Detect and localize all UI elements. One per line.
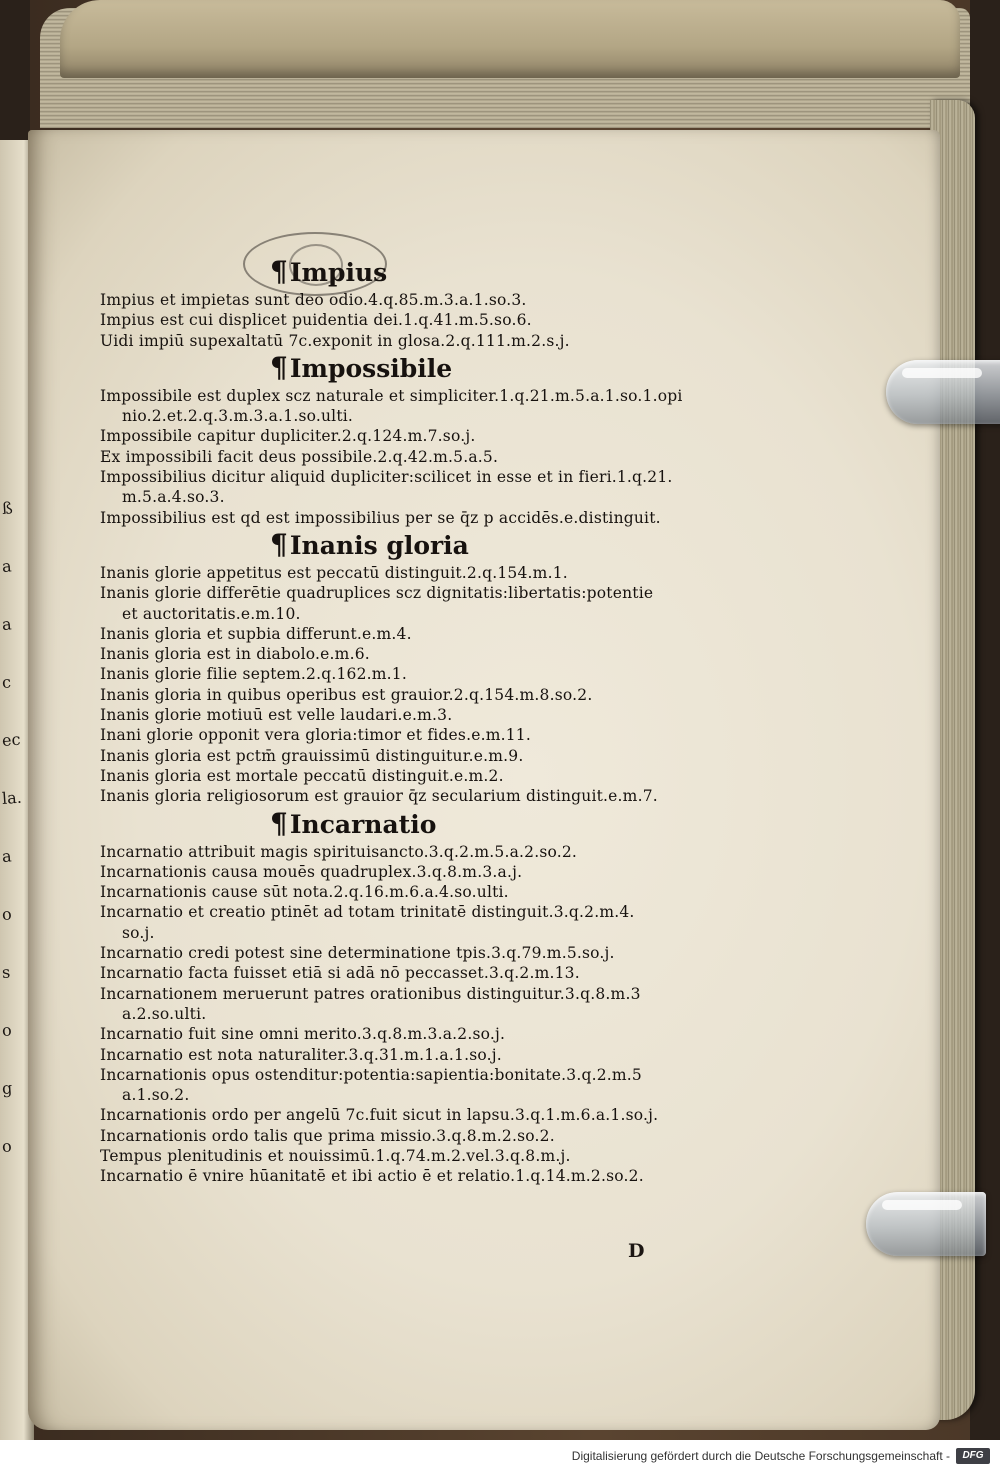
signature-mark: D: [628, 1240, 645, 1262]
index-entry-line: Uidi impiū supexaltatū 7c.exponit in glosa.2.q.111.m.2.s.j.: [100, 331, 570, 350]
left-page-fragment: a: [1, 846, 13, 866]
index-entry-line: Impossibilius est qd est impossibilius per se q̄z p accidēs.e.distinguit.: [100, 508, 661, 527]
section-heading-text: Incarnatio: [289, 809, 437, 839]
page-clamp-lower: [866, 1192, 986, 1256]
index-entry: [100, 563, 720, 583]
left-page-fragment: o: [1, 904, 13, 924]
page-clamp-upper: [886, 360, 1000, 424]
index-entry-line: Incarnatio ē vnire hūanitatē et ibi actio ē et relatio.1.q.14.m.2.so.2.: [100, 1167, 644, 1186]
index-entry: [100, 1105, 720, 1125]
index-entry: [100, 882, 720, 902]
index-entry: [100, 685, 720, 705]
section-heading-text: Inanis gloria: [289, 530, 469, 560]
left-page-fragment: a: [1, 614, 13, 634]
index-entry-line: Inanis gloria et supbia differunt.e.m.4.: [100, 624, 412, 643]
left-page-fragment: ß: [1, 498, 14, 518]
index-entry: [100, 725, 720, 745]
index-entry: [100, 467, 720, 508]
pilcrow-mark: ¶: [270, 350, 288, 384]
left-page-fragment: g: [1, 1078, 13, 1098]
index-entry: [100, 1024, 720, 1044]
pilcrow-mark: ¶: [270, 527, 288, 561]
index-entry-continuation: so.j.: [122, 923, 155, 942]
index-entry: [100, 746, 720, 766]
index-entry-line: Impossibilius dicitur aliquid dupliciter:scilicet in esse et in fieri.1.q.21.: [100, 468, 673, 487]
left-page-fragment: s: [1, 962, 11, 982]
footer-bar: [0, 1440, 1000, 1473]
index-entry: [100, 963, 720, 983]
index-entry-line: Incarnatio attribuit magis spirituisancto.3.q.2.m.5.a.2.so.2.: [100, 842, 578, 861]
index-entry-continuation: nio.2.et.2.q.3.m.3.a.1.so.ulti.: [122, 407, 354, 426]
index-entry-line: Incarnationis ordo per angelū 7c.fuit sicut in lapsu.3.q.1.m.6.a.1.so.j.: [100, 1106, 659, 1125]
index-entry-line: Incarnatio fuit sine omni merito.3.q.8.m.3.a.2.so.j.: [100, 1025, 506, 1044]
index-entry: [100, 310, 720, 330]
index-entry: [100, 508, 720, 528]
index-entry-line: Inanis gloria in quibus operibus est grauior.2.q.154.m.8.so.2.: [100, 685, 593, 704]
section-heading: [100, 806, 720, 840]
section-heading-text: Impossibile: [289, 353, 453, 383]
section-heading-text: Impius: [289, 258, 388, 287]
index-entry-continuation: a.2.so.ulti.: [122, 1004, 207, 1023]
pilcrow-mark: ¶: [270, 255, 288, 288]
left-page-fragment: la.: [1, 787, 23, 808]
index-entry: [100, 664, 720, 684]
index-entry: [100, 644, 720, 664]
index-entry-line: Impius et impietas sunt deo odio.4.q.85.m.3.a.1.so.3.: [100, 291, 527, 309]
index-entry: [100, 902, 720, 943]
index-entry: [100, 386, 720, 427]
section-heading: [100, 257, 720, 288]
left-page-fragment: c: [1, 672, 12, 692]
book-spine-cover: [60, 0, 960, 78]
index-entry-line: Inanis glorie filie septem.2.q.162.m.1.: [100, 665, 407, 684]
index-entry: [100, 583, 720, 624]
left-page-fragment: a: [1, 556, 13, 576]
dfg-logo: DFG: [956, 1448, 990, 1464]
index-entry-line: Inanis gloria est in diabolo.e.m.6.: [100, 645, 370, 664]
index-entry-line: Tempus plenitudinis et nouissimū.1.q.74.m.2.vel.3.q.8.m.j.: [100, 1146, 571, 1165]
index-entry: [100, 842, 720, 862]
index-entry: [100, 1126, 720, 1146]
index-entry: [100, 766, 720, 786]
index-entry-line: Impossibile capitur dupliciter.2.q.124.m.7.so.j.: [100, 427, 476, 446]
index-entry: [100, 1045, 720, 1065]
index-entry-line: Inanis glorie motiuū est velle laudari.e.m.3.: [100, 706, 453, 725]
index-entry-line: Inanis gloria est pctm̄ grauissimū distinguitur.e.m.9.: [100, 746, 524, 765]
index-entry-line: Incarnatio et creatio ptinēt ad totam trinitatē distinguit.3.q.2.m.4.: [100, 903, 635, 922]
index-entry-continuation: m.5.a.4.so.3.: [122, 488, 225, 507]
left-page-fragment: ec: [1, 729, 22, 750]
index-entry-line: Incarnatio facta fuisset etiā si adā nō peccasset.3.q.2.m.13.: [100, 964, 580, 983]
index-entry: [100, 943, 720, 963]
index-entry: [100, 1166, 720, 1186]
index-entry-line: Ex impossibili facit deus possibile.2.q.42.m.5.a.5.: [100, 447, 499, 466]
index-entry: [100, 984, 720, 1025]
index-entry-line: Incarnatio est nota naturaliter.3.q.31.m.1.a.1.so.j.: [100, 1045, 502, 1064]
index-entry-line: Inanis gloria est mortale peccatū distinguit.e.m.2.: [100, 766, 504, 785]
index-entry-line: Inani glorie opponit vera gloria:timor et fides.e.m.11.: [100, 726, 531, 745]
footer-credit: Digitalisierung gefördert durch die Deutsche Forschungsgemeinschaft -: [571, 1449, 950, 1463]
index-entry: [100, 705, 720, 725]
index-entry: [100, 1065, 720, 1106]
index-entry-line: Inanis glorie appetitus est peccatū distinguit.2.q.154.m.1.: [100, 563, 568, 582]
index-entry: [100, 426, 720, 446]
index-entry: [100, 624, 720, 644]
index-entry: [100, 290, 720, 310]
index-entry-line: Incarnationis ordo talis que prima missio.3.q.8.m.2.so.2.: [100, 1126, 555, 1145]
index-entry-continuation: et auctoritatis.e.m.10.: [122, 604, 301, 623]
index-entry-continuation: a.1.so.2.: [122, 1086, 190, 1105]
pilcrow-mark: ¶: [270, 806, 288, 840]
index-entry-line: Incarnationis cause sūt nota.2.q.16.m.6.a.4.so.ulti.: [100, 883, 509, 902]
index-entry: [100, 786, 720, 806]
left-page-text-fragments: [2, 500, 30, 1196]
index-entry: [100, 331, 720, 351]
index-entry: [100, 1146, 720, 1166]
index-entry-line: Impossibile est duplex scz naturale et simpliciter.1.q.21.m.5.a.1.so.1.opi: [100, 386, 683, 405]
index-entry-line: Inanis gloria religiosorum est grauior q̄z secularium distinguit.e.m.7.: [100, 787, 658, 806]
index-entry: [100, 862, 720, 882]
index-entry-line: Incarnationem meruerunt patres orationibus distinguitur.3.q.8.m.3: [100, 984, 641, 1003]
index-entry-line: Inanis glorie differētie quadruplices scz dignitatis:libertatis:potentie: [100, 584, 654, 603]
index-entry: [100, 447, 720, 467]
left-page-fragment: o: [1, 1136, 13, 1156]
index-entry-line: Impius est cui displicet puidentia dei.1.q.41.m.5.so.6.: [100, 311, 532, 330]
section-heading: [100, 350, 720, 384]
index-text: [100, 255, 720, 1187]
index-entry-line: Incarnationis opus ostenditur:potentia:sapientia:bonitate.3.q.2.m.5: [100, 1065, 642, 1084]
index-entry-line: Incarnationis causa mouēs quadruplex.3.q.8.m.3.a.j.: [100, 862, 523, 881]
section-heading: [100, 527, 720, 561]
index-entry-line: Incarnatio credi potest sine determinatione tpis.3.q.79.m.5.so.j.: [100, 944, 615, 963]
left-page-fragment: o: [1, 1020, 13, 1040]
